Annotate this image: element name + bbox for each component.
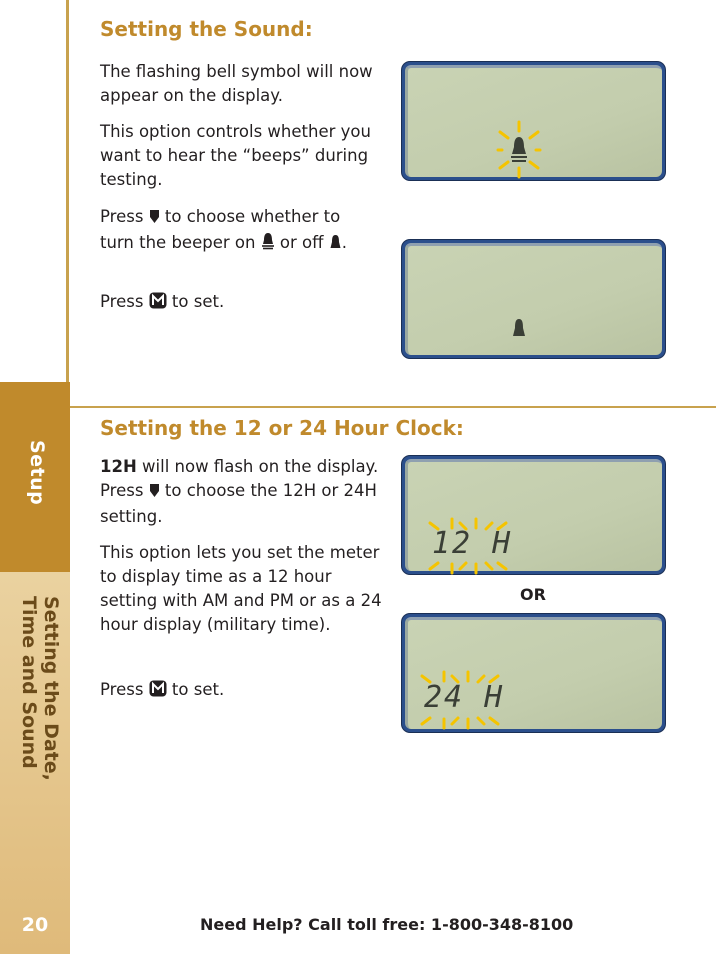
tab-setup-label: Setup (26, 440, 48, 506)
bell-off-display-icon (511, 318, 527, 338)
clock-paragraph-1 (100, 455, 385, 529)
sound-p4-text-b: to set. (166, 292, 225, 311)
lcd-display-12h (402, 456, 665, 574)
sound-p3-text-a: Press (100, 207, 149, 226)
tab-date-label-line1: Setting the Date, (40, 596, 62, 781)
flashing-bell-icon (496, 120, 542, 182)
sidebar-top (0, 0, 69, 382)
sound-p4-text-a: Press (100, 292, 149, 311)
lcd-display-bell-off (402, 240, 665, 358)
clock-p1-text-a: will now flash on the display. Press (100, 457, 379, 500)
down-arrow-button-icon (149, 481, 160, 505)
lcd-display-bell-flashing (402, 62, 665, 180)
display-24h-text: 24 H (424, 680, 505, 715)
lcd-display-24h (402, 614, 665, 732)
clock-paragraph-2: This option lets you set the meter to display time as a 12 hour setting with AM and PM or as a 24 hour display (military time). (100, 543, 382, 634)
clock-p1-text-b: to choose the 12H or 24H setting. (100, 481, 377, 526)
display-12h-text: 12 H (432, 526, 513, 561)
sound-paragraph-4 (100, 290, 385, 316)
clock-p3-text-a: Press (100, 680, 149, 699)
help-footer: Need Help? Call toll free: 1-800-348-8100 (200, 915, 574, 934)
sound-p3-text-c: or off (274, 233, 329, 252)
sound-p3-text-d: . (341, 233, 348, 252)
page-number: 20 (21, 914, 49, 936)
sound-paragraph-2: This option controls whether you want to hear the “beeps” during testing. (100, 122, 371, 189)
clock-heading: Setting the 12 or 24 Hour Clock: (100, 416, 464, 440)
clock-paragraph-3 (100, 678, 385, 704)
sound-paragraph-1: The flashing bell symbol will now appear on the display. (100, 62, 373, 105)
sound-heading: Setting the Sound: (100, 17, 313, 41)
clock-p3-text-b: to set. (166, 680, 225, 699)
sound-paragraph-3 (100, 205, 375, 257)
bell-off-icon (329, 233, 342, 257)
or-label: OR (520, 585, 546, 604)
sound-p3-text-b: to choose whether to turn the beeper on (100, 207, 341, 252)
down-arrow-button-icon (149, 207, 160, 231)
m-button-icon (149, 292, 167, 316)
bell-on-icon (261, 232, 275, 257)
tab-date-label-line2: Time and Sound (18, 596, 40, 769)
section-divider (70, 406, 716, 408)
m-button-icon (149, 680, 167, 704)
clock-p1-bold: 12H (100, 457, 137, 476)
